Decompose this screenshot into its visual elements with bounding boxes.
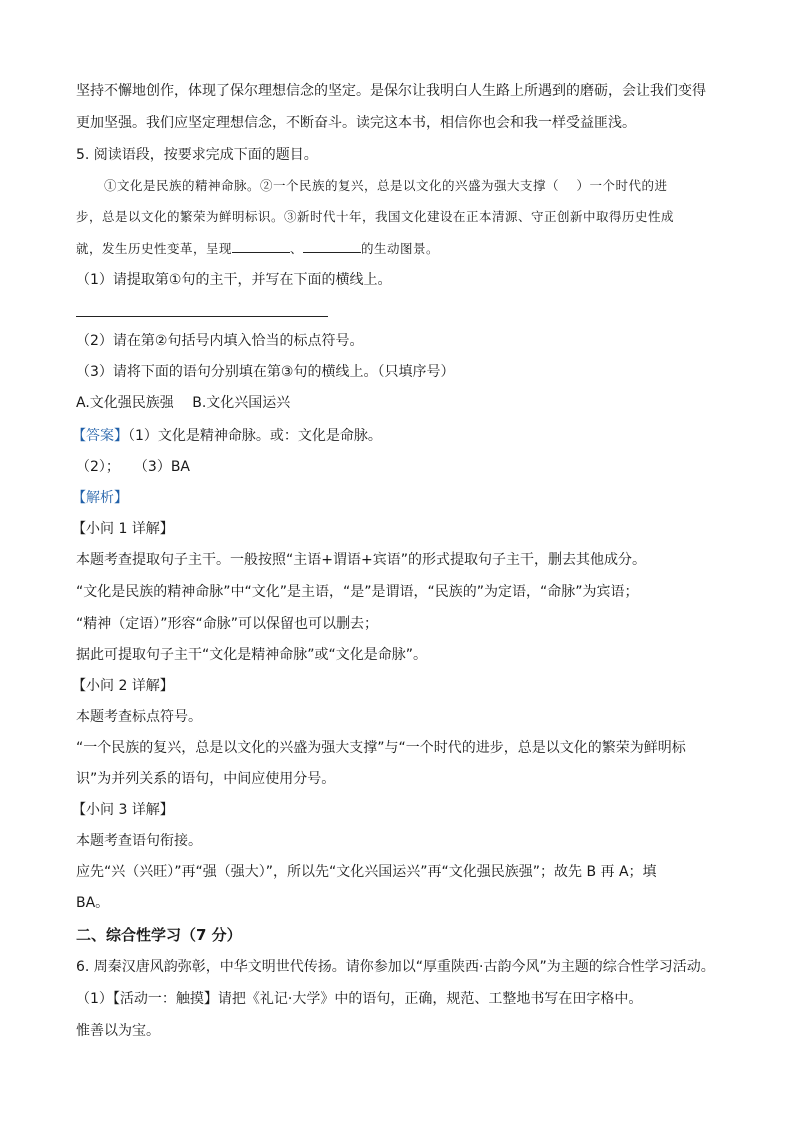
passage-line [76, 238, 439, 259]
answer-rule [76, 316, 328, 317]
sub-question-3: （3）请将下面的语句分别填在第③句的横线上。（只填序号） [76, 364, 455, 380]
explanation-line: 本题考查提取句子主干。一般按照“主语+谓语+宾语”的形式提取句子主干，删去其他成分。 [76, 552, 646, 568]
answer-line [72, 426, 382, 446]
explanation-line: 本题考查标点符号。 [76, 709, 202, 725]
explanation-line: “精神（定语）”形容“命脉”可以保留也可以删去； [76, 616, 379, 632]
explanation-line: “一个民族的复兴，总是以文化的兴盛为强大支撑”与“一个时代的进步，总是以文化的繁荣为鲜明标 [76, 740, 686, 756]
explanation-line: 识”为并列关系的语句，中间应使用分号。 [76, 771, 336, 787]
passage-text: 的生动图景。 [361, 241, 440, 256]
sub-heading-3: 【小问 3 详解】 [72, 802, 174, 818]
explanation-line: 本题考查语句衔接。 [76, 833, 202, 849]
question-6: 6. 周秦汉唐风韵弥彰，中华文明世代传扬。请你参加以“厚重陕西·古韵今风”为主题的综合性学习活动。 [76, 959, 715, 975]
explanation-line: 据此可提取句子主干“文化是精神命脉”或“文化是命脉”。 [76, 647, 428, 663]
options: A.文化强民族强 B.文化兴国运兴 [76, 395, 291, 411]
explanation-line: “文化是民族的精神命脉”中“文化”是主语，“是”是谓语，“民族的”为定语，“命脉”为宾语； [76, 584, 639, 600]
analysis-tag: 【解析】 [72, 490, 128, 506]
answer-text: （1）文化是精神命脉。或：文化是命脉。 [128, 428, 382, 444]
passage-line: 步，总是以文化的繁荣为鲜明标识。③新时代十年，我国文化建设在正本清源、守正创新中取得历史性成 [76, 209, 675, 224]
text-line: 坚持不懈地创作，体现了保尔理想信念的坚定。是保尔让我明白人生路上所遇到的磨砺，会让我们变得 [76, 83, 706, 99]
passage-text: 、 [290, 241, 304, 256]
answer-tag: 【答案】 [72, 428, 128, 444]
passage-line: ①文化是民族的精神命脉。②一个民族的复兴，总是以文化的兴盛为强大支撑（ ）一个时代的进 [104, 178, 668, 193]
question-5: 5. 阅读语段，按要求完成下面的题目。 [76, 147, 318, 163]
explanation-line: 应先“兴（兴旺）”再“强（强大）”，所以先“文化兴国运兴”再“文化强民族强”；故先 B 再 A；填 [76, 864, 657, 880]
answer-line-2: （2）； （3）BA [76, 459, 190, 475]
quoted-sentence: 惟善以为宝。 [76, 1023, 160, 1039]
passage-text: 就，发生历史性变革，呈现 [76, 241, 233, 256]
question-6-part-1: （1）【活动一：触摸】请把《礼记·大学》中的语句，正确，规范、工整地书写在田字格中。 [76, 991, 643, 1007]
sub-question-2: （2）请在第②句括号内填入恰当的标点符号。 [76, 333, 364, 349]
fill-blank [232, 238, 290, 253]
sub-heading-1: 【小问 1 详解】 [72, 521, 174, 537]
text-line: 更加坚强。我们应坚定理想信念，不断奋斗。读完这本书，相信你也会和我一样受益匪浅。 [76, 115, 636, 131]
explanation-line: BA。 [76, 895, 110, 911]
section-heading: 二、综合性学习（7 分） [76, 926, 242, 944]
fill-blank [303, 238, 361, 253]
sub-question-1: （1）请提取第①句的主干，并写在下面的横线上。 [76, 272, 392, 288]
sub-heading-2: 【小问 2 详解】 [72, 678, 174, 694]
